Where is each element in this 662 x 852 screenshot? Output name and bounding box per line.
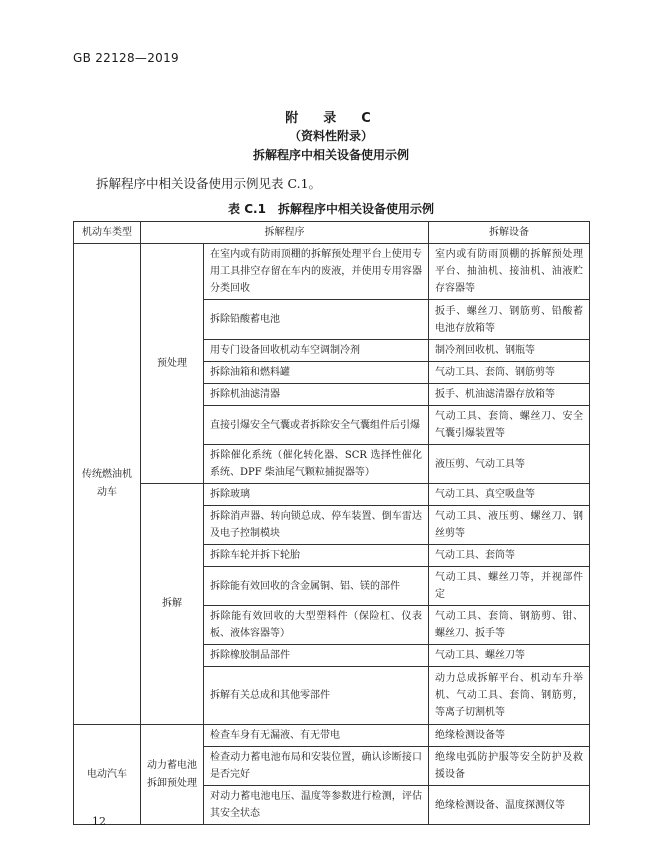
equipment-cell: 气动工具、螺丝刀等，并视部件定 [429, 567, 590, 606]
equipment-cell: 制冷剂回收机、钢瓶等 [429, 340, 590, 362]
procedure-cell: 直接引爆安全气囊或者拆除安全气囊组件后引爆 [204, 406, 429, 445]
procedure-cell: 拆除机油滤清器 [204, 384, 429, 406]
equipment-cell: 液压剪、气动工具等 [429, 445, 590, 484]
stage-cell: 拆解 [141, 484, 204, 725]
equipment-cell: 气动工具、液压剪、螺丝刀、钢丝剪等 [429, 506, 590, 545]
procedure-cell: 拆除消声器、转向锁总成、停车装置、倒车雷达及电子控制模块 [204, 506, 429, 545]
equipment-cell: 气动工具、套筒、螺丝刀、安全气囊引爆装置等 [429, 406, 590, 445]
procedure-cell: 拆解有关总成和其他零部件 [204, 667, 429, 725]
table-row [74, 725, 590, 747]
appendix-label: 附 录 C [285, 111, 377, 126]
equipment-cell: 气动工具、螺丝刀等 [429, 645, 590, 667]
procedure-cell: 用专门设备回收机动车空调制冷剂 [204, 340, 429, 362]
procedure-cell: 对动力蓄电池电压、温度等参数进行检测，评估其安全状态 [204, 786, 429, 825]
stage-cell: 动力蓄电池拆卸预处理 [141, 725, 204, 825]
equipment-cell: 室内或有防雨顶棚的拆解预处理平台、抽油机、接油机、油液贮存容器等 [429, 244, 590, 300]
intro-paragraph: 拆解程序中相关设备使用示例见表 C.1。 [96, 176, 322, 191]
table-row [74, 244, 590, 300]
appendix-title: 拆解程序中相关设备使用示例 [252, 148, 409, 162]
procedure-cell: 拆除能有效回收的大型塑料件（保险杠、仪表板、液体容器等） [204, 606, 429, 645]
procedure-cell: 检查车身有无漏液、有无带电 [204, 725, 429, 747]
procedure-cell: 检查动力蓄电池布局和安装位置，确认诊断接口是否完好 [204, 747, 429, 786]
equipment-table [73, 221, 590, 825]
standard-number: GB 22128—2019 [73, 51, 179, 65]
procedure-cell: 拆除车轮并拆下轮胎 [204, 545, 429, 567]
equipment-cell: 动力总成拆解平台、机动车升举机、气动工具、套筒、钢筋剪，等离子切割机等 [429, 667, 590, 725]
procedure-cell: 拆除橡胶制品部件 [204, 645, 429, 667]
procedure-cell: 拆除玻璃 [204, 484, 429, 506]
vehicle-type-cell: 电动汽车 [74, 725, 141, 825]
procedure-cell: 拆除催化系统（催化转化器、SCR 选择性催化系统、DPF 柴油尾气颗粒捕捉器等） [204, 445, 429, 484]
equipment-cell: 气动工具、套筒等 [429, 545, 590, 567]
page-number: 12 [92, 815, 106, 828]
equipment-cell: 绝缘检测设备、温度探测仪等 [429, 786, 590, 825]
equipment-cell: 绝缘检测设备等 [429, 725, 590, 747]
table-header-row [74, 222, 590, 244]
equipment-cell: 气动工具、套筒、钢筋剪等 [429, 362, 590, 384]
table-row [74, 484, 590, 506]
vehicle-type-cell: 传统燃油机动车 [74, 244, 141, 725]
equipment-cell: 绝缘电弧防护服等安全防护及救援设备 [429, 747, 590, 786]
procedure-cell: 在室内或有防雨顶棚的拆解预处理平台上使用专用工具排空存留在车内的废液，并使用专用容器分类回收 [204, 244, 429, 300]
equipment-cell: 扳手、螺丝刀、钢筋剪、铅酸蓄电池存放箱等 [429, 300, 590, 340]
header-procedure: 拆解程序 [141, 222, 429, 244]
table-caption: 表 C.1 拆解程序中相关设备使用示例 [228, 202, 434, 216]
stage-cell: 预处理 [141, 244, 204, 484]
header-vehicle-type: 机动车类型 [74, 222, 141, 244]
equipment-cell: 气动工具、真空吸盘等 [429, 484, 590, 506]
procedure-cell: 拆除铅酸蓄电池 [204, 300, 429, 340]
equipment-cell: 扳手、机油滤清器存放箱等 [429, 384, 590, 406]
appendix-type: （资料性附录） [288, 129, 373, 143]
procedure-cell: 拆除油箱和燃料罐 [204, 362, 429, 384]
header-equipment: 拆解设备 [429, 222, 590, 244]
equipment-cell: 气动工具、套筒、钢筋剪、钳、螺丝刀、扳手等 [429, 606, 590, 645]
procedure-cell: 拆除能有效回收的含金属铜、铝、镁的部件 [204, 567, 429, 606]
